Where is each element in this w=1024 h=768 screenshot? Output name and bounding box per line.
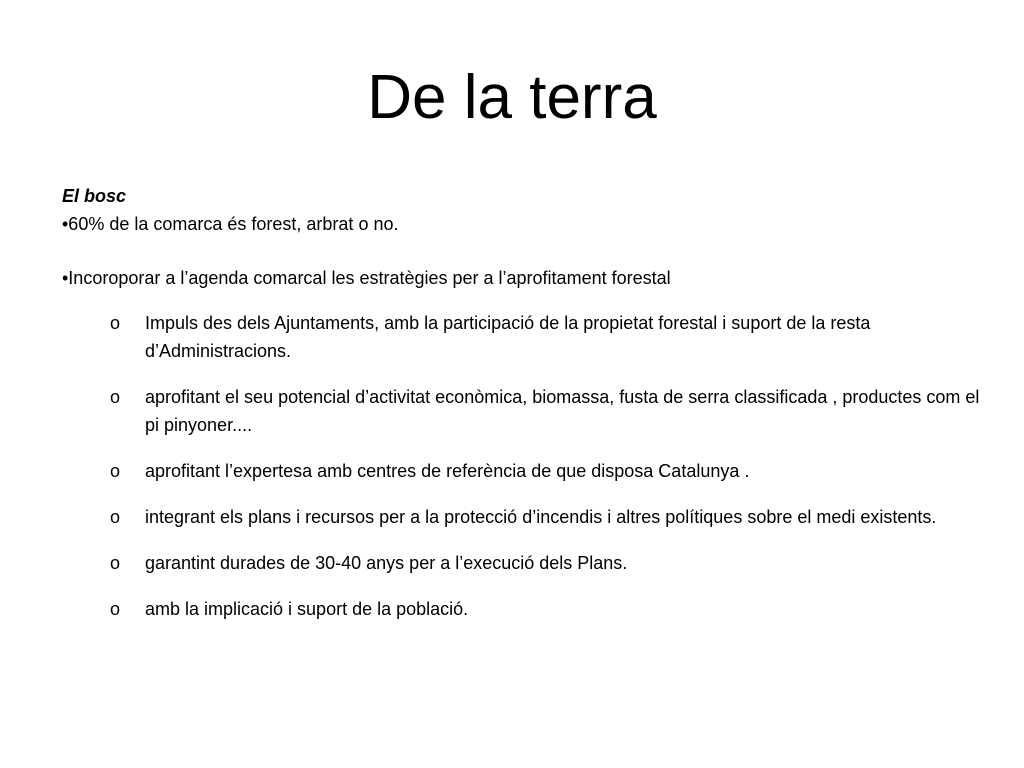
list-item-text: integrant els plans i recursos per a la protecció d’incendis i altres polítiques sobre el medi existents. (145, 507, 937, 527)
list-item (62, 383, 982, 439)
circle-bullet-icon: o (110, 313, 121, 333)
list-item-text: amb la implicació i suport de la població. (145, 599, 469, 619)
list-item (62, 457, 982, 485)
bullet-forest-share: •60% de la comarca és forest, arbrat o no. (62, 214, 399, 234)
slide-content (62, 182, 982, 641)
bullet-agenda: •Incoroporar a l’agenda comarcal les estratègies per a l’aprofitament forestal (62, 268, 671, 288)
list-item (62, 595, 982, 623)
sub-bullet-list (62, 309, 982, 623)
section-subtitle: El bosc (62, 186, 127, 206)
circle-bullet-icon: o (110, 461, 121, 481)
slide-title: De la terra (367, 63, 657, 132)
list-item (62, 309, 982, 365)
list-item (62, 503, 982, 531)
list-item-text: garantint durades de 30-40 anys per a l’execució dels Plans. (145, 553, 628, 573)
list-item-text: Impuls des dels Ajuntaments, amb la participació de la propietat forestal i suport de la resta d’Administracions. (145, 313, 871, 361)
circle-bullet-icon: o (110, 507, 121, 527)
circle-bullet-icon: o (110, 553, 121, 573)
list-item (62, 549, 982, 577)
list-item-text: aprofitant l’expertesa amb centres de referència de que disposa Catalunya . (145, 461, 750, 481)
circle-bullet-icon: o (110, 599, 121, 619)
circle-bullet-icon: o (110, 387, 121, 407)
list-item-text: aprofitant el seu potencial d’activitat econòmica, biomassa, fusta de serra classificada , productes com el pi pinyoner.... (145, 387, 980, 435)
